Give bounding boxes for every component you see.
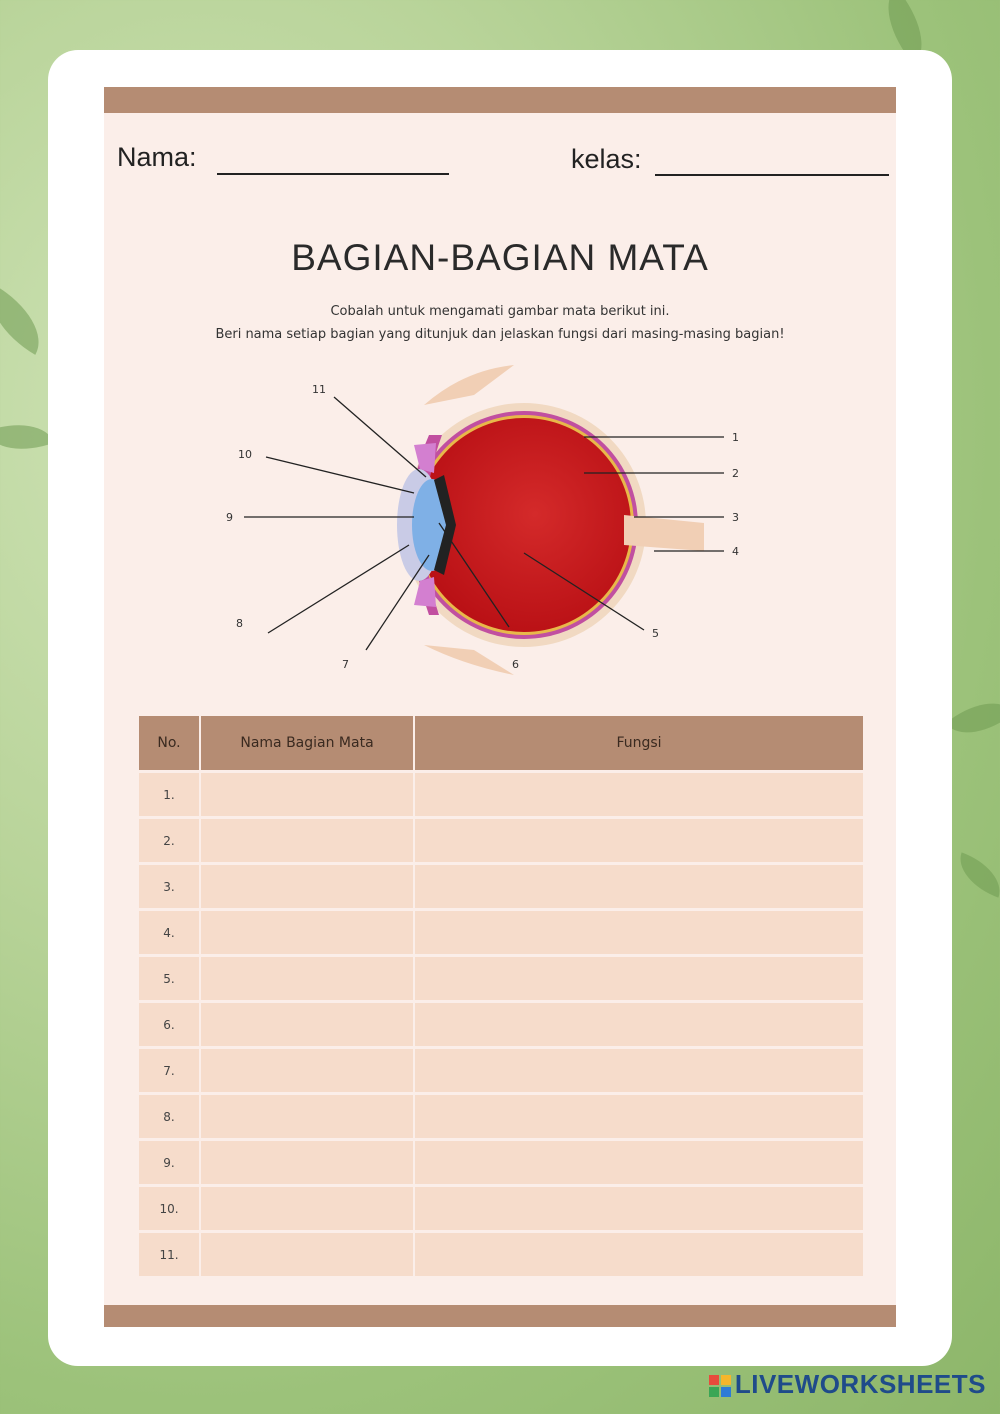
liveworksheets-logo [709, 1369, 986, 1400]
top-band [104, 87, 896, 113]
part-name-cell[interactable] [201, 865, 413, 908]
liveworksheets-icon [709, 1375, 731, 1397]
part-name-cell[interactable] [201, 957, 413, 1000]
row-number: 6. [139, 1003, 199, 1046]
instruction-line-1: Cobalah untuk mengamati gambar mata berikut ini. [330, 304, 670, 319]
leaf-decoration [951, 852, 1000, 897]
row-number: 5. [139, 957, 199, 1000]
part-name-cell[interactable] [201, 1095, 413, 1138]
table-row [139, 865, 863, 908]
part-name-cell[interactable] [201, 773, 413, 816]
leaf-decoration [0, 285, 55, 355]
row-number: 8. [139, 1095, 199, 1138]
worksheet-sheet [104, 87, 896, 1327]
table-row [139, 911, 863, 954]
leaf-decoration [0, 411, 54, 463]
table-row [139, 819, 863, 862]
label-4: 4 [732, 545, 739, 558]
row-number: 9. [139, 1141, 199, 1184]
label-1: 1 [732, 431, 739, 444]
name-input-line[interactable] [217, 173, 449, 175]
table-row [139, 773, 863, 816]
label-9: 9 [226, 511, 233, 524]
table-row [139, 957, 863, 1000]
row-number: 3. [139, 865, 199, 908]
label-7: 7 [342, 658, 349, 671]
table-row [139, 1141, 863, 1184]
table-row [139, 1003, 863, 1046]
brand-text: LIVEWORKSHEETS [734, 1369, 986, 1399]
part-name-cell[interactable] [201, 1233, 413, 1276]
part-name-cell[interactable] [201, 911, 413, 954]
function-cell[interactable] [415, 865, 863, 908]
row-number: 1. [139, 773, 199, 816]
function-cell[interactable] [415, 957, 863, 1000]
table-row [139, 1095, 863, 1138]
table-row [139, 1049, 863, 1092]
row-number: 2. [139, 819, 199, 862]
leaf-decoration [945, 685, 1000, 751]
part-name-cell[interactable] [201, 819, 413, 862]
label-3: 3 [732, 511, 739, 524]
table-row [139, 1187, 863, 1230]
row-number: 4. [139, 911, 199, 954]
col-header-name: Nama Bagian Mata [201, 716, 413, 770]
label-5: 5 [652, 627, 659, 640]
function-cell[interactable] [415, 1095, 863, 1138]
label-8: 8 [236, 617, 243, 630]
page-title: BAGIAN-BAGIAN MATA [291, 237, 709, 278]
name-label: Nama: [117, 142, 197, 172]
eye-diagram [224, 365, 784, 685]
function-cell[interactable] [415, 1233, 863, 1276]
eye-parts-table [137, 713, 865, 1279]
function-cell[interactable] [415, 1187, 863, 1230]
col-header-no: No. [139, 716, 199, 770]
bottom-band [104, 1305, 896, 1327]
label-6: 6 [512, 658, 519, 671]
label-10: 10 [238, 448, 252, 461]
row-number: 10. [139, 1187, 199, 1230]
function-cell[interactable] [415, 1003, 863, 1046]
instruction-line-2: Beri nama setiap bagian yang ditunjuk dan jelaskan fungsi dari masing-masing bagian! [215, 327, 785, 342]
function-cell[interactable] [415, 773, 863, 816]
row-number: 7. [139, 1049, 199, 1092]
function-cell[interactable] [415, 1049, 863, 1092]
label-11: 11 [312, 383, 326, 396]
table-row [139, 1233, 863, 1276]
part-name-cell[interactable] [201, 1187, 413, 1230]
function-cell[interactable] [415, 819, 863, 862]
col-header-function: Fungsi [415, 716, 863, 770]
part-name-cell[interactable] [201, 1141, 413, 1184]
label-2: 2 [732, 467, 739, 480]
part-name-cell[interactable] [201, 1003, 413, 1046]
class-label: kelas: [571, 144, 642, 174]
row-number: 11. [139, 1233, 199, 1276]
part-name-cell[interactable] [201, 1049, 413, 1092]
function-cell[interactable] [415, 1141, 863, 1184]
function-cell[interactable] [415, 911, 863, 954]
class-input-line[interactable] [655, 174, 889, 176]
